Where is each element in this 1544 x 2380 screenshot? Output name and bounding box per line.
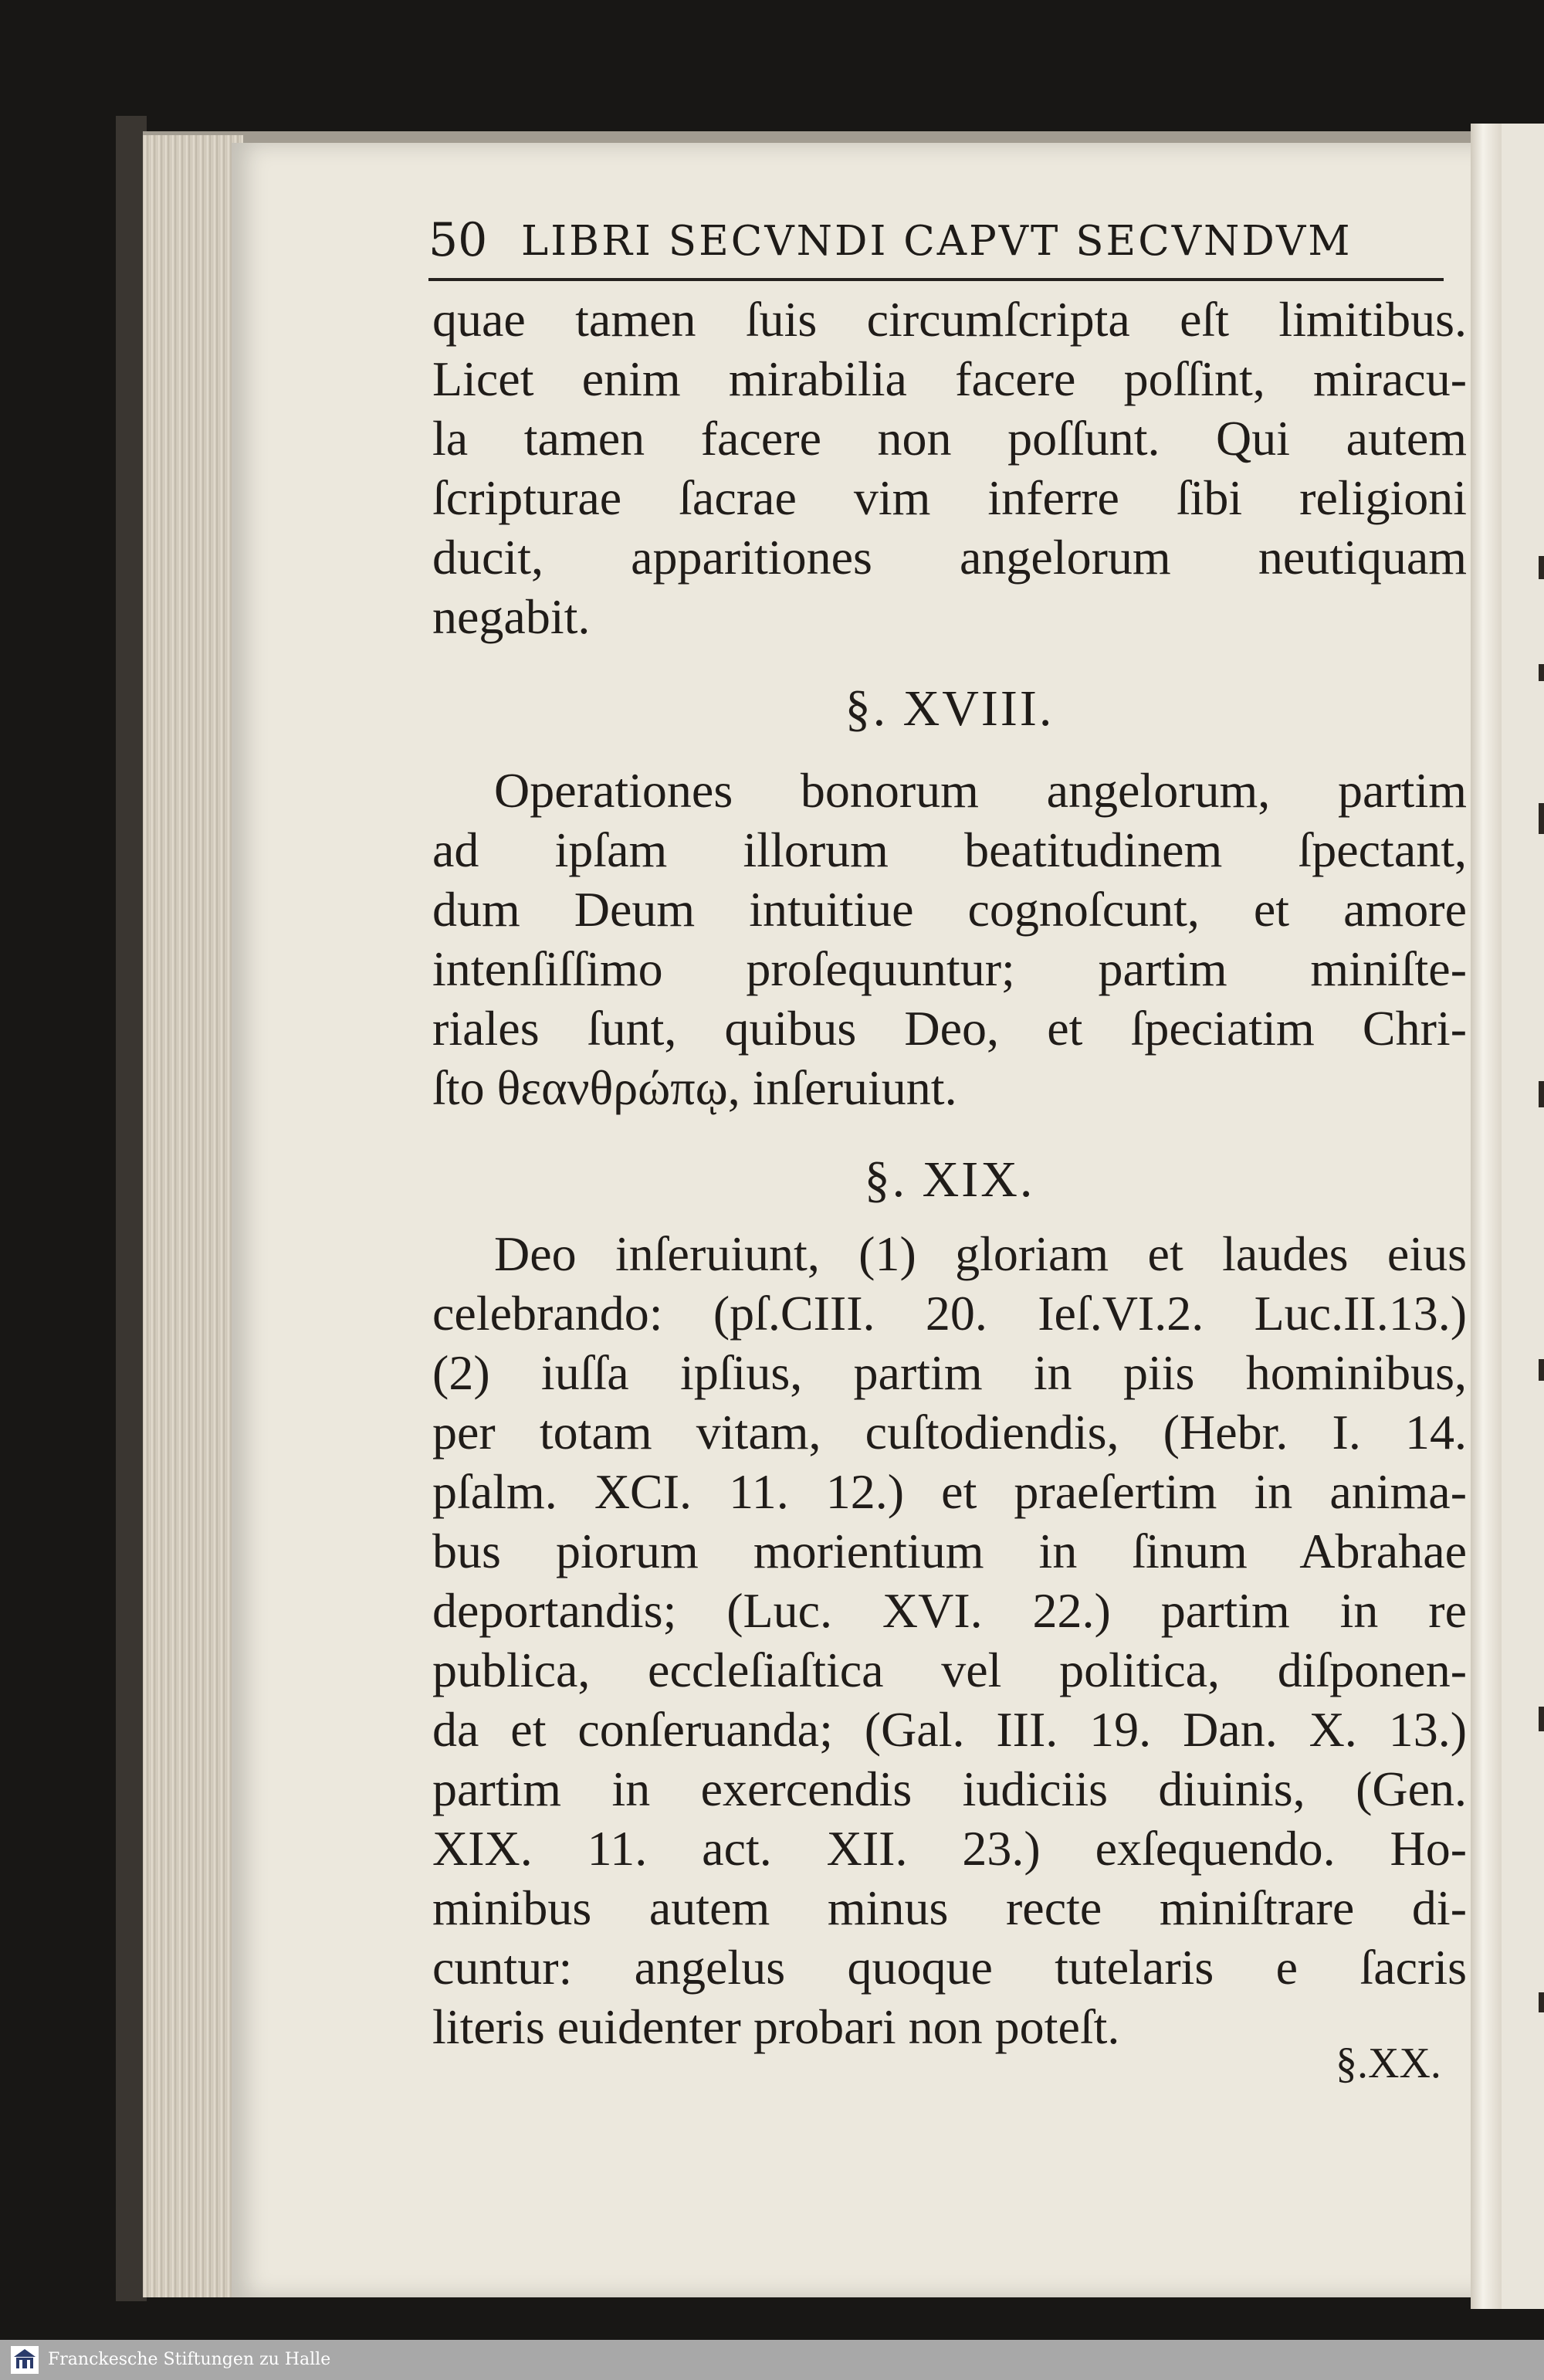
text-line: (2) iuſſa ipſius, partim in piis hominibus, (432, 1345, 1467, 1400)
text-line: Operationes bonorum angelorum, partim (494, 763, 1467, 818)
text-line: ſcripturae ſacrae vim inferre ſibi religioni (432, 470, 1467, 525)
text-line: celebrando: (pſ.CIII. 20. Ieſ.VI.2. Luc.II.13.) (432, 1286, 1467, 1341)
text-line: quae tamen ſuis circumſcripta eſt limitibus. (432, 292, 1467, 347)
catchword: §.XX. (1336, 2039, 1441, 2087)
page-stack-edge (143, 135, 243, 2297)
facing-page-letter (1539, 556, 1544, 579)
text-line: la tamen facere non poſſunt. Qui autem (432, 411, 1467, 466)
text-line: riales ſunt, quibus Deo, et ſpeciatim Chri- (432, 1001, 1467, 1056)
facing-page-letter (1539, 1707, 1544, 1731)
text-line: negabit. (432, 589, 591, 644)
text-line: deportandis; (Luc. XVI. 22.) partim in re (432, 1583, 1467, 1638)
page-number: 50 (428, 213, 488, 267)
book-spine-shadow (116, 116, 147, 2301)
text-line: literis euidenter probari non poteſt. (432, 1999, 1120, 2054)
footer-bar (0, 2340, 1544, 2380)
text-line: ad ipſam illorum beatitudinem ſpectant, (432, 822, 1467, 877)
text-line: da et conſeruanda; (Gal. III. 19. Dan. X. 13.) (432, 1702, 1467, 1757)
text-line: intenſiſſimo proſequuntur; partim miniſte- (432, 941, 1467, 996)
facing-page-letter (1539, 1359, 1544, 1381)
facing-page-edge (1502, 124, 1544, 2309)
section-heading-18: §. XVIII. (845, 680, 1055, 737)
running-title: LIBRI SECVNDI CAPVT SECVNDVM (521, 218, 1353, 265)
paragraph-section-19 (432, 1224, 1467, 2056)
text-line: cuntur: angelus quoque tutelaris e ſacris (432, 1940, 1467, 1995)
foundation-building-icon (11, 2346, 39, 2374)
footer-credit: Franckesche Stiftungen zu Halle (48, 2350, 331, 2369)
section-heading-19: §. XIX. (864, 1151, 1035, 1208)
text-line: Deo inſeruiunt, (1) gloriam et laudes eius (494, 1226, 1467, 1281)
text-line: publica, eccleſiaſtica vel politica, diſponen- (432, 1643, 1467, 1697)
text-line: minibus autem minus recte miniſtrare di- (432, 1880, 1467, 1935)
facing-page-letter (1539, 803, 1544, 834)
facing-page-letter (1539, 664, 1544, 681)
book-gutter (1471, 124, 1502, 2309)
text-line: pſalm. XCI. 11. 12.) et praeſertim in anima- (432, 1464, 1467, 1519)
text-line: ſto θεανθρώπῳ, inſeruiunt. (432, 1060, 957, 1115)
facing-page-letter (1539, 1992, 1544, 2012)
facing-page-letter (1539, 1081, 1544, 1107)
text-line: XIX. 11. act. XII. 23.) exſequendo. Ho- (432, 1821, 1467, 1876)
text-line: dum Deum intuitiue cognoſcunt, et amore (432, 882, 1467, 937)
text-line: bus piorum morientium in ſinum Abrahae (432, 1524, 1467, 1578)
text-line: Licet enim mirabilia facere poſſint, miracu- (432, 351, 1467, 406)
text-line: per totam vitam, cuſtodiendis, (Hebr. I. 14. (432, 1405, 1467, 1460)
text-line: ducit, apparitiones angelorum neutiquam (432, 530, 1467, 585)
running-header (428, 202, 1378, 272)
text-line: partim in exercendis iudiciis diuinis, (Gen. (432, 1761, 1467, 1816)
header-rule (428, 278, 1444, 281)
paragraph-section-18 (432, 761, 1467, 1117)
paragraph-apparitions (432, 290, 1467, 646)
